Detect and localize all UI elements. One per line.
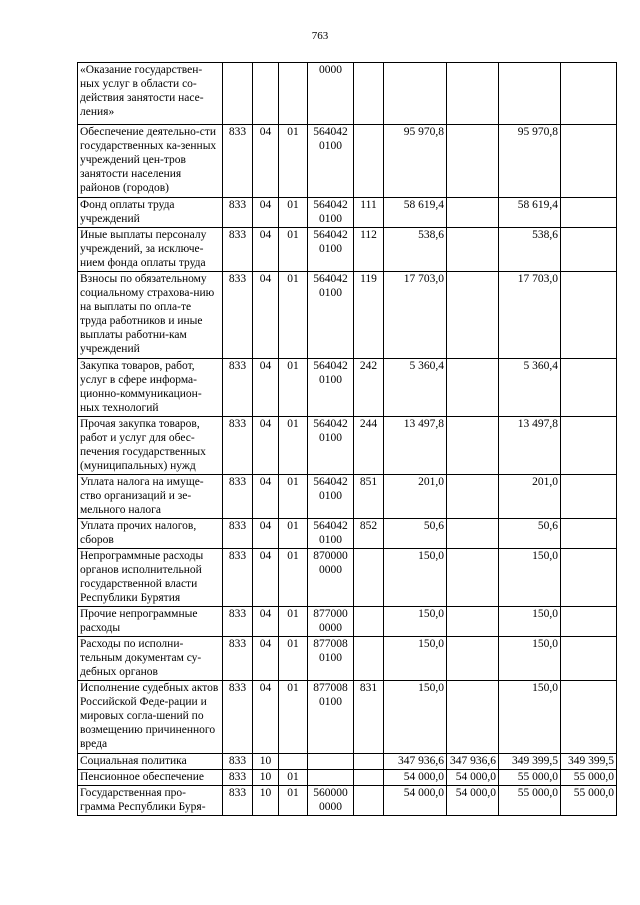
amount-col-1: 54 000,0 [384, 786, 447, 816]
amount-col-4: 55 000,0 [561, 770, 617, 786]
expense-type-code: 119 [354, 272, 384, 359]
amount-col-2 [447, 272, 499, 359]
target-item-code: 564042 0100 [308, 198, 354, 228]
expense-type-code: 112 [354, 228, 384, 272]
amount-col-1: 150,0 [384, 549, 447, 607]
amount-col-4 [561, 272, 617, 359]
amount-col-2 [447, 475, 499, 519]
amount-col-4: 349 399,5 [561, 754, 617, 770]
expense-type-code [354, 754, 384, 770]
section-code: 04 [253, 198, 279, 228]
subsection-code: 01 [279, 519, 308, 549]
ministry-code [223, 63, 253, 125]
amount-col-1: 347 936,6 [384, 754, 447, 770]
amount-col-3: 150,0 [499, 681, 561, 754]
page-number: 763 [311, 30, 329, 42]
expense-type-code: 244 [354, 417, 384, 475]
row-name: Закупка товаров, работ, услуг в сфере информа-ционно-коммуникацион-ных технологий [78, 359, 223, 417]
target-item-code [308, 754, 354, 770]
expense-type-code [354, 786, 384, 816]
section-code: 04 [253, 475, 279, 519]
amount-col-3: 150,0 [499, 549, 561, 607]
target-item-code: 870000 0000 [308, 549, 354, 607]
row-name: «Оказание государствен-ных услуг в области со-действия занятости насе-ления» [78, 63, 223, 125]
amount-col-3: 55 000,0 [499, 770, 561, 786]
amount-col-3: 5 360,4 [499, 359, 561, 417]
table-row [78, 786, 617, 816]
amount-col-3 [499, 63, 561, 125]
subsection-code: 01 [279, 417, 308, 475]
table-body [78, 63, 617, 816]
ministry-code: 833 [223, 549, 253, 607]
amount-col-4 [561, 417, 617, 475]
amount-col-1: 13 497,8 [384, 417, 447, 475]
amount-col-2 [447, 607, 499, 637]
expense-type-code [354, 770, 384, 786]
section-code: 04 [253, 637, 279, 681]
table-row [78, 125, 617, 198]
expense-type-code: 831 [354, 681, 384, 754]
amount-col-2 [447, 228, 499, 272]
expense-type-code: 242 [354, 359, 384, 417]
row-name: Прочие непрограммные расходы [78, 607, 223, 637]
amount-col-1: 201,0 [384, 475, 447, 519]
amount-col-2 [447, 359, 499, 417]
amount-col-4 [561, 198, 617, 228]
amount-col-4 [561, 228, 617, 272]
expense-type-code: 852 [354, 519, 384, 549]
target-item-code: 564042 0100 [308, 272, 354, 359]
target-item-code: 877000 0000 [308, 607, 354, 637]
row-name: Непрограммные расходы органов исполнительной государственной власти Республики Бурятия [78, 549, 223, 607]
row-name: Иные выплаты персоналу учреждений, за исключе-нием фонда оплаты труда [78, 228, 223, 272]
table-row [78, 417, 617, 475]
section-code: 04 [253, 272, 279, 359]
target-item-code: 564042 0100 [308, 359, 354, 417]
subsection-code [279, 63, 308, 125]
amount-col-3: 58 619,4 [499, 198, 561, 228]
expense-type-code [354, 637, 384, 681]
amount-col-3: 17 703,0 [499, 272, 561, 359]
amount-col-3: 50,6 [499, 519, 561, 549]
ministry-code: 833 [223, 754, 253, 770]
subsection-code: 01 [279, 228, 308, 272]
table-row [78, 519, 617, 549]
amount-col-1: 58 619,4 [384, 198, 447, 228]
subsection-code: 01 [279, 681, 308, 754]
amount-col-4 [561, 607, 617, 637]
table-row [78, 228, 617, 272]
section-code: 04 [253, 549, 279, 607]
table-row [78, 754, 617, 770]
table-row [78, 63, 617, 125]
subsection-code: 01 [279, 359, 308, 417]
table-row [78, 272, 617, 359]
target-item-code: 564042 0100 [308, 475, 354, 519]
section-code: 10 [253, 754, 279, 770]
amount-col-4 [561, 475, 617, 519]
target-item-code: 0000 [308, 63, 354, 125]
ministry-code: 833 [223, 272, 253, 359]
budget-table [77, 62, 617, 816]
table-row [78, 198, 617, 228]
row-name: Взносы по обязательному социальному страхова-нию на выплаты по опла-те труда работников и иные выплаты работни-кам учреждений [78, 272, 223, 359]
target-item-code: 560000 0000 [308, 786, 354, 816]
target-item-code: 564042 0100 [308, 228, 354, 272]
subsection-code: 01 [279, 198, 308, 228]
amount-col-1: 150,0 [384, 637, 447, 681]
amount-col-4 [561, 519, 617, 549]
section-code: 04 [253, 125, 279, 198]
amount-col-4 [561, 63, 617, 125]
row-name: Прочая закупка товаров, работ и услуг для обес-печения государственных (муниципальных) нужд [78, 417, 223, 475]
expense-type-code [354, 549, 384, 607]
target-item-code [308, 770, 354, 786]
table-row [78, 549, 617, 607]
amount-col-1: 50,6 [384, 519, 447, 549]
amount-col-4 [561, 125, 617, 198]
section-code: 10 [253, 786, 279, 816]
subsection-code: 01 [279, 607, 308, 637]
table-row [78, 607, 617, 637]
expense-type-code [354, 125, 384, 198]
expense-type-code: 111 [354, 198, 384, 228]
expense-type-code [354, 63, 384, 125]
table-row [78, 637, 617, 681]
row-name: Фонд оплаты труда учреждений [78, 198, 223, 228]
amount-col-3: 201,0 [499, 475, 561, 519]
amount-col-1: 54 000,0 [384, 770, 447, 786]
row-name: Пенсионное обеспечение [78, 770, 223, 786]
amount-col-1: 17 703,0 [384, 272, 447, 359]
amount-col-3: 13 497,8 [499, 417, 561, 475]
section-code: 04 [253, 681, 279, 754]
amount-col-1 [384, 63, 447, 125]
ministry-code: 833 [223, 417, 253, 475]
ministry-code: 833 [223, 125, 253, 198]
expense-type-code [354, 607, 384, 637]
amount-col-1: 150,0 [384, 607, 447, 637]
amount-col-2 [447, 519, 499, 549]
amount-col-2: 54 000,0 [447, 770, 499, 786]
ministry-code: 833 [223, 475, 253, 519]
expense-type-code: 851 [354, 475, 384, 519]
row-name: Уплата налога на имуще-ство организаций и зе-мельного налога [78, 475, 223, 519]
amount-col-3: 150,0 [499, 637, 561, 681]
section-code: 04 [253, 417, 279, 475]
amount-col-2 [447, 549, 499, 607]
amount-col-4 [561, 549, 617, 607]
ministry-code: 833 [223, 681, 253, 754]
amount-col-1: 95 970,8 [384, 125, 447, 198]
row-name: Расходы по исполни-тельным документам су-дебных органов [78, 637, 223, 681]
target-item-code: 877008 0100 [308, 681, 354, 754]
ministry-code: 833 [223, 519, 253, 549]
row-name: Обеспечение деятельно-сти государственных ка-зенных учреждений цен-тров занятости населения районов (городов) [78, 125, 223, 198]
row-name: Уплата прочих налогов, сборов [78, 519, 223, 549]
amount-col-2 [447, 125, 499, 198]
subsection-code: 01 [279, 637, 308, 681]
amount-col-2: 54 000,0 [447, 786, 499, 816]
amount-col-2 [447, 417, 499, 475]
section-code: 10 [253, 770, 279, 786]
subsection-code: 01 [279, 786, 308, 816]
ministry-code: 833 [223, 637, 253, 681]
amount-col-2 [447, 63, 499, 125]
amount-col-2 [447, 681, 499, 754]
amount-col-3: 95 970,8 [499, 125, 561, 198]
amount-col-3: 349 399,5 [499, 754, 561, 770]
table-row [78, 359, 617, 417]
row-name: Государственная про-грамма Республики Буря- [78, 786, 223, 816]
amount-col-4 [561, 359, 617, 417]
target-item-code: 877008 0100 [308, 637, 354, 681]
amount-col-2 [447, 198, 499, 228]
section-code: 04 [253, 228, 279, 272]
amount-col-1: 5 360,4 [384, 359, 447, 417]
target-item-code: 564042 0100 [308, 417, 354, 475]
section-code [253, 63, 279, 125]
subsection-code: 01 [279, 272, 308, 359]
subsection-code [279, 754, 308, 770]
table-row [78, 681, 617, 754]
amount-col-1: 150,0 [384, 681, 447, 754]
target-item-code: 564042 0100 [308, 125, 354, 198]
section-code: 04 [253, 359, 279, 417]
amount-col-4: 55 000,0 [561, 786, 617, 816]
amount-col-2: 347 936,6 [447, 754, 499, 770]
table-row [78, 770, 617, 786]
row-name: Социальная политика [78, 754, 223, 770]
amount-col-4 [561, 681, 617, 754]
subsection-code: 01 [279, 770, 308, 786]
section-code: 04 [253, 519, 279, 549]
ministry-code: 833 [223, 786, 253, 816]
ministry-code: 833 [223, 228, 253, 272]
ministry-code: 833 [223, 607, 253, 637]
row-name: Исполнение судебных актов Российской Феде-рации и мировых согла-шений по возмещению причиненного вреда [78, 681, 223, 754]
section-code: 04 [253, 607, 279, 637]
amount-col-4 [561, 637, 617, 681]
amount-col-3: 150,0 [499, 607, 561, 637]
table-row [78, 475, 617, 519]
ministry-code: 833 [223, 770, 253, 786]
amount-col-2 [447, 637, 499, 681]
subsection-code: 01 [279, 549, 308, 607]
subsection-code: 01 [279, 475, 308, 519]
ministry-code: 833 [223, 359, 253, 417]
amount-col-1: 538,6 [384, 228, 447, 272]
subsection-code: 01 [279, 125, 308, 198]
ministry-code: 833 [223, 198, 253, 228]
amount-col-3: 55 000,0 [499, 786, 561, 816]
amount-col-3: 538,6 [499, 228, 561, 272]
target-item-code: 564042 0100 [308, 519, 354, 549]
